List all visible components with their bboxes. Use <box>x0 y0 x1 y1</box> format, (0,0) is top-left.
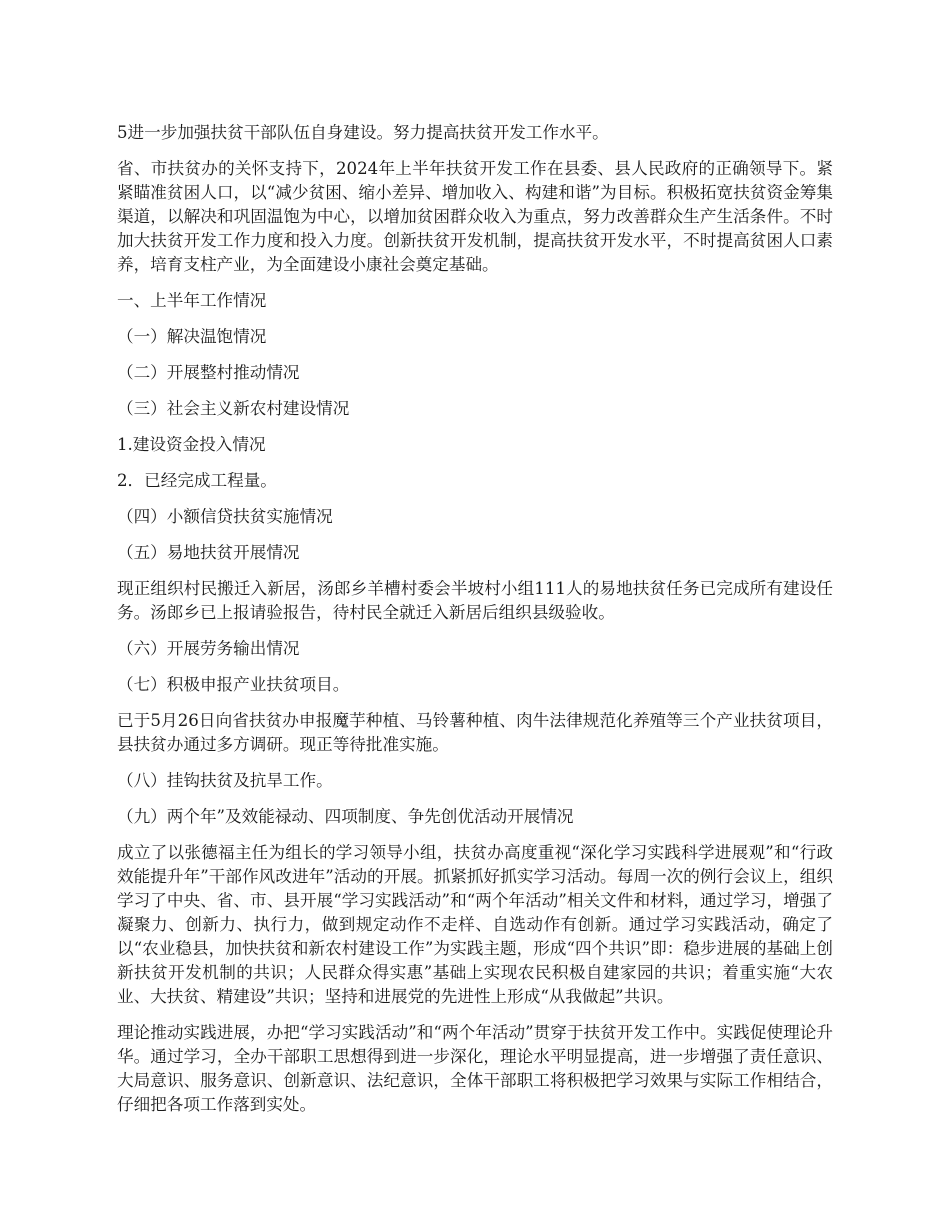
paragraph-study-group: 成立了以张德福主任为组长的学习领导小组，扶贫办高度重视“深化学习实践科学进展观”和“行政效能提升年”干部作风改进年”活动的开展。抓紧抓好抓实学习活动。每周一次的例行会议上，组织学习了中央、省、市、县开展“学习实践活动”和“两个年活动”相关文件和材料，通过学习，增强了凝聚力、创新力、执行力，做到规定动作不走样、自选动作有创新。通过学习实践活动，确定了以“农业稳县，加快扶贫和新农村建设工作”为实践主题，形成“四个共识”即：稳步进展的基础上创新扶贫开发机制的共识；人民群众得实惠”基础上实现农民积极自建家园的共识；着重实施“大农业、大扶贫、精建设”共识；坚持和进展党的先进性上形成“从我做起”共识。 <box>117 843 833 1006</box>
subheading-1: （一）解决温饱情况 <box>117 327 267 346</box>
subheading-5: （五）易地扶贫开展情况 <box>117 543 300 562</box>
item-1: 1.建设资金投入情况 <box>117 435 266 454</box>
subheading-3: （三）社会主义新农村建设情况 <box>117 399 350 418</box>
section-heading-1: 一、上半年工作情况 <box>117 291 267 310</box>
subheading-9: （九）两个年”及效能禄动、四项制度、争先创优活动开展情况 <box>117 807 574 826</box>
paragraph-projects: 已于5月26日向省扶贫办申报魔芋种植、马铃薯种植、肉牛法律规范化养殖等三个产业扶贫项目，县扶贫办通过多方调研。现正等待批准实施。 <box>117 711 833 754</box>
paragraph-overview: 省、市扶贫办的关怀支持下，2024年上半年扶贫开发工作在县委、县人民政府的正确领导下。紧紧瞄准贫困人口，以“减少贫困、缩小差异、增加收入、构建和谐”为目标。积极拓宽扶贫资金筹集渠道，以解决和巩固温饱为中心，以增加贫困群众收入为重点，努力改善群众生产生活条件。不时加大扶贫开发工作力度和投入力度。创新扶贫开发机制，提高扶贫开发水平，不时提高贫困人口素养，培育支柱产业，为全面建设小康社会奠定基础。 <box>117 159 833 274</box>
paragraph-relocation: 现正组织村民搬迁入新居，汤郎乡羊槽村委会半坡村小组111人的易地扶贫任务已完成所有建设任务。汤郎乡已上报请验报告，待村民全就迁入新居后组织县级验收。 <box>117 579 833 622</box>
document-page <box>117 121 833 1129</box>
subheading-8: （八）挂钩扶贫及抗旱工作。 <box>117 771 333 790</box>
paragraph-intro: 5进一步加强扶贫干部队伍自身建设。努力提高扶贫开发工作水平。 <box>117 123 609 142</box>
subheading-2: （二）开展整村推动情况 <box>117 363 300 382</box>
subheading-7: （七）积极申报产业扶贫项目。 <box>117 675 350 694</box>
item-2: 2．已经完成工程量。 <box>117 471 277 490</box>
paragraph-theory-practice: 理论推动实践进展，办把“学习实践活动”和“两个年活动”贯穿于扶贫开发工作中。实践促使理论升华。通过学习，全办干部职工思想得到进一步深化，理论水平明显提高，进一步增强了责任意识、大局意识、服务意识、创新意识、法纪意识，全体干部职工将积极把学习效果与实际工作相结合，仔细把各项工作落到实处。 <box>117 1023 833 1114</box>
subheading-4: （四）小额信贷扶贫实施情况 <box>117 507 333 526</box>
subheading-6: （六）开展劳务输出情况 <box>117 639 300 658</box>
